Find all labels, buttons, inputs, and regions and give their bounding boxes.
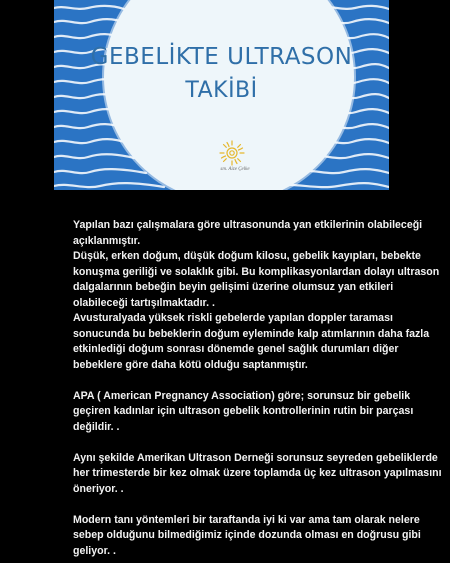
caption-paragraph: Yapılan bazı çalışmalara göre ultrasonunda yan etkilerinin olabileceği açıklanmıştır.: [73, 219, 423, 247]
caption-paragraph: Aynı şekilde Amerikan Ultrason Derneği sorunsuz seyreden gebeliklerde her trimesterde bir kez olmak üzere toplamda üç kez ultrason yapılmasını öneriyor. .: [73, 451, 442, 495]
image-title-line-2: TAKİBİ: [185, 78, 258, 103]
caption-paragraph: Avusturalyada yüksek riskli gebelerde yapılan doppler taraması sonucunda bu bebeklerin doğum eyleminde kalp atımlarının daha fazla etkinlediği doğum sonrası dönemde genel sağlık durumları diğer bebeklere göre daha kötü olduğu saptanmıştır.: [73, 312, 430, 371]
caption-paragraph: APA ( American Pregnancy Association) göre; sorunsuz bir gebelik geçiren kadınlar için ultrason gebelik kontrollerinin rutin bir parçası değildir. .: [73, 389, 414, 433]
sun-icon: [219, 140, 245, 166]
post-caption: [73, 218, 445, 559]
signature: sm. Aize Çelke: [220, 167, 250, 172]
caption-paragraph: Modern tanı yöntemleri bir taraftanda iyi ki var ama tam olarak nelere sebep olduğunu bilmediğimiz içinde dozunda olması en doğrusu gibi geliyor. .: [73, 513, 421, 557]
caption-paragraph: Düşük, erken doğum, düşük doğum kilosu, gebelik kayıpları, bebekte konuşma geriliği ve solaklık gibi. Bu komplikasyonlardan dolayı ultrason dalgalarının bebeğin beyin gelişimi üzerine olumsuz yan etkileri olabileceği tartışılmaktadır. .: [73, 250, 440, 309]
image-title-line-1: GEBELİKTE ULTRASON: [90, 44, 353, 70]
